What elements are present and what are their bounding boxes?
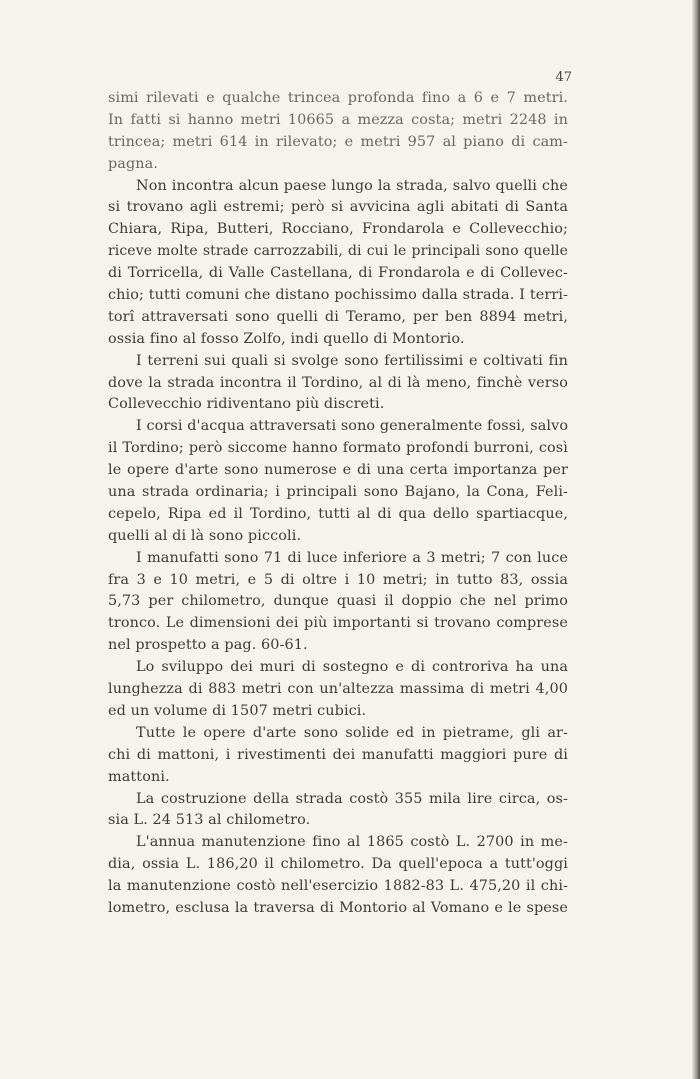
body-text: [108, 88, 568, 920]
text-line: di Torricella, di Valle Castellana, di Frondarola e di Collevec-: [108, 265, 568, 282]
text-line: I corsi d'acqua attraversati sono generalmente fossi, salvo: [136, 418, 569, 435]
text-line: tronco. Le dimensioni dei più importanti si trovano comprese: [108, 615, 568, 632]
text-line: trincea; metri 614 in rilevato; e metri 957 al piano di cam-: [108, 133, 568, 150]
text-line: ossia fino al fosso Zolfo, indi quello di Montorio.: [108, 330, 465, 347]
text-line: il Tordino; però siccome hanno formato profondi burroni, così: [108, 440, 568, 457]
text-line: In fatti si hanno metri 10665 a mezza costa; metri 2248 in: [108, 111, 568, 128]
text-line: Non incontra alcun paese lungo la strada, salvo quelli che: [136, 177, 568, 194]
text-line: chi di mattoni, i rivestimenti dei manufatti maggiori pure di: [108, 746, 568, 763]
text-line: la manutenzione costò nell'esercizio 1882-83 L. 475,20 il chi-: [108, 878, 568, 895]
text-line: quelli al di là sono piccoli.: [108, 527, 302, 544]
text-line: I terreni sui quali si svolge sono fertilissimi e coltivati fin: [136, 352, 568, 369]
text-line: torî attraversati sono quelli di Teramo, per ben 8894 metri,: [108, 308, 568, 325]
text-line: Tutte le opere d'arte sono solide ed in pietrame, gli ar-: [136, 724, 568, 741]
page-number: 47: [555, 70, 572, 85]
text-line: L'annua manutenzione fino al 1865 costò L. 2700 in me-: [136, 834, 568, 851]
text-line: nel prospetto a pag. 60-61.: [108, 637, 308, 654]
text-line: sia L. 24 513 al chilometro.: [108, 812, 311, 829]
text-line: lometro, esclusa la traversa di Montorio al Vomano e le spese: [108, 899, 568, 916]
text-line: una strada ordinaria; i principali sono Bajano, la Cona, Feli-: [108, 484, 568, 501]
text-line: simi rilevati e qualche trincea profonda fino a 6 e 7 metri.: [108, 90, 568, 106]
text-line: dove la strada incontra il Tordino, al di là meno, finchè verso: [108, 374, 568, 391]
text-line: I manufatti sono 71 di luce inferiore a 3 metri; 7 con luce: [136, 549, 568, 566]
text-line: le opere d'arte sono numerose e di una certa importanza per: [108, 462, 568, 479]
text-line: Lo sviluppo dei muri di sostegno e di controriva ha una: [136, 659, 568, 676]
text-line: fra 3 e 10 metri, e 5 di oltre i 10 metri; in tutto 83, ossia: [108, 571, 568, 588]
text-line: riceve molte strade carrozzabili, di cui le principali sono quelle: [108, 243, 568, 260]
text-line: Chiara, Ripa, Butteri, Rocciano, Frondarola e Collevecchio;: [108, 221, 568, 238]
text-line: La costruzione della strada costò 355 mila lire circa, os-: [136, 790, 568, 807]
text-line: cepelo, Ripa ed il Tordino, tutti al di qua dello spartiacque,: [108, 505, 568, 522]
text-line: pagna.: [108, 155, 159, 172]
text-line: si trovano agli estremi; però si avvicina agli abitati di Santa: [108, 199, 568, 216]
text-line: chio; tutti comuni che distano pochissimo dalla strada. I terri-: [108, 287, 568, 304]
text-line: lunghezza di 883 metri con un'altezza massima di metri 4,00: [108, 681, 568, 698]
text-line: mattoni.: [108, 768, 170, 785]
text-line: dia, ossia L. 186,20 il chilometro. Da quell'epoca a tutt'oggi: [108, 856, 568, 873]
page-edge-shadow: [692, 0, 700, 1079]
text-line: 5,73 per chilometro, dunque quasi il doppio che nel primo: [108, 593, 568, 610]
text-line: Collevecchio ridiventano più discreti.: [108, 396, 385, 413]
text-line: ed un volume di 1507 metri cubici.: [108, 702, 367, 719]
